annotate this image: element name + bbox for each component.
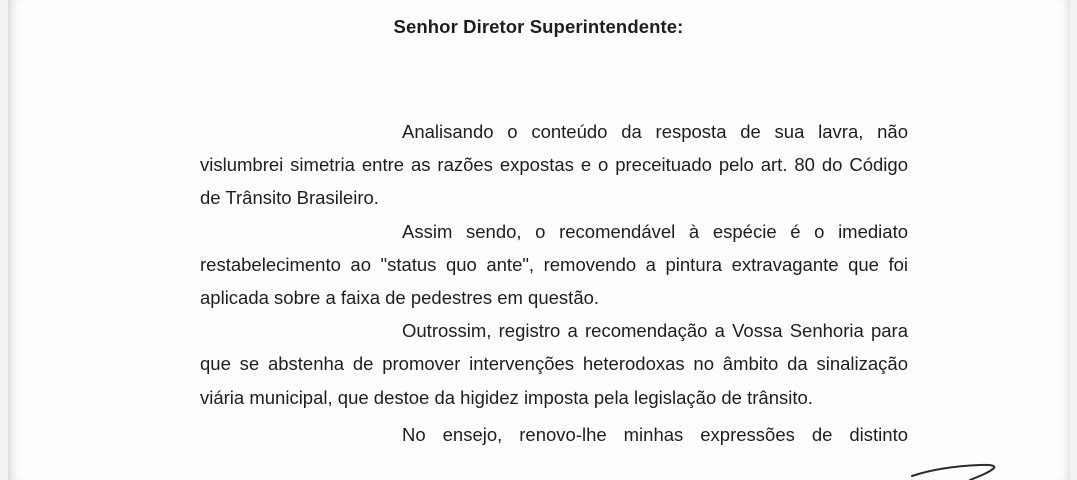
salutation-heading: Senhor Diretor Superintendente: <box>393 16 684 37</box>
letter-body <box>200 115 908 451</box>
signature-stroke <box>910 456 1000 480</box>
paragraph-4: No ensejo, renovo-lhe minhas expressões de distinto <box>402 423 908 445</box>
paragraph-1: Analisando o conteúdo da resposta de sua lavra, não vislumbrei simetria entre as razões expostas e o preceituado pelo art. 80 do Código de Trânsito Brasileiro. <box>200 121 908 209</box>
paragraph-3: Outrossim, registro a recomendação a Vossa Senhoria para que se abstenha de promover intervenções heterodoxas no âmbito da sinalização viária municipal, que destoe da higidez imposta pela legislação de trânsito. <box>200 320 908 408</box>
paragraph-2: Assim sendo, o recomendável à espécie é o imediato restabelecimento ao "status quo ante", removendo a pintura extravagante que foi aplicada sobre a faixa de pedestres em questão. <box>200 220 908 309</box>
